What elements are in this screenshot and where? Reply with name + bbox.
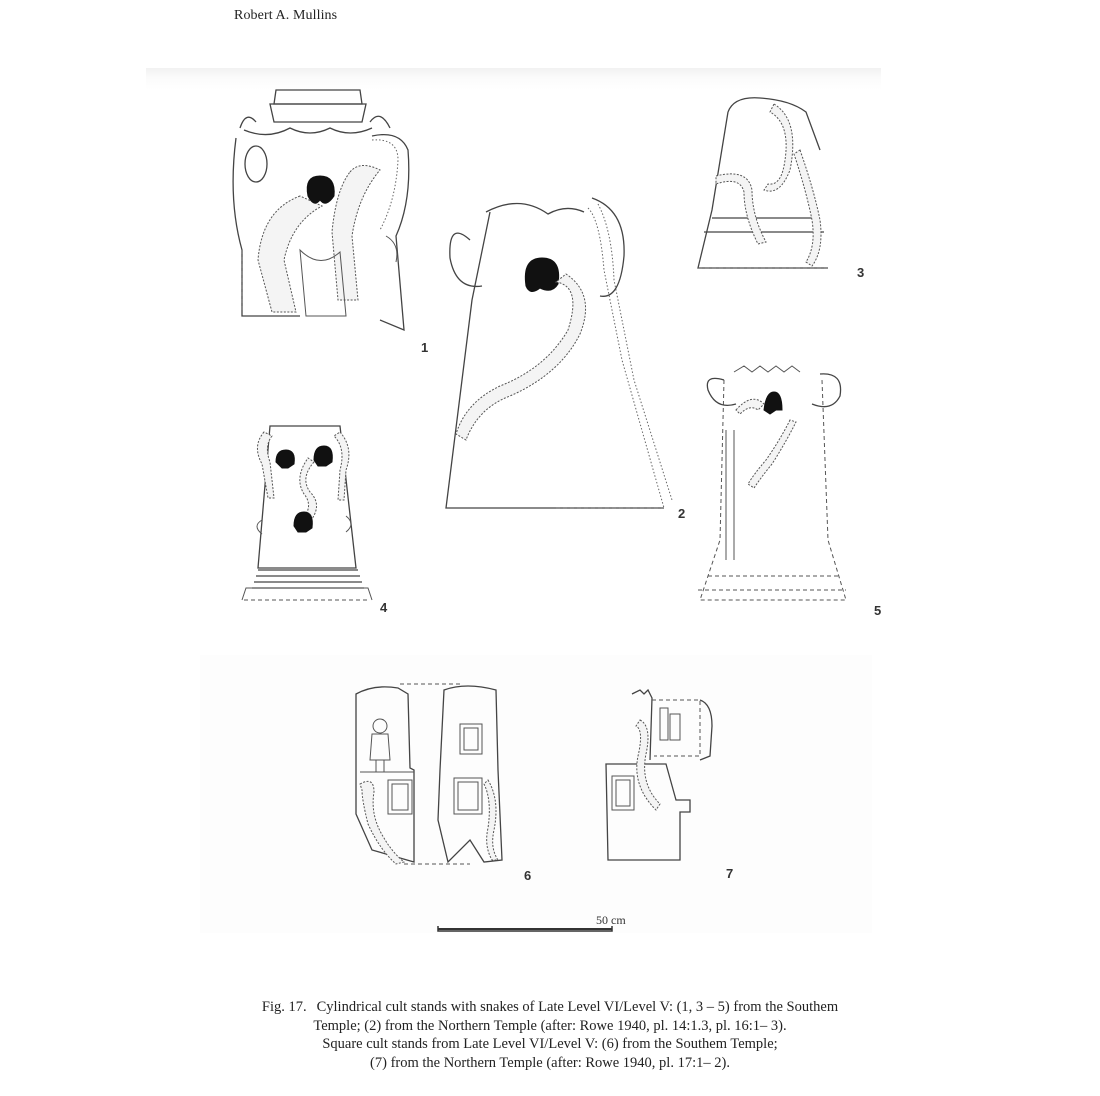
cult-stand-3-drawing: [698, 98, 828, 268]
panel-number-2: 2: [678, 506, 686, 521]
panel-number-3: 3: [857, 265, 865, 280]
caption-line-1-text: Cylindrical cult stands with snakes of Late Level VI/Level V: (1, 3 – 5) from the Southem: [316, 999, 839, 1015]
caption-line-1: [180, 998, 920, 1017]
panel-number-7: 7: [726, 866, 734, 881]
caption-figure-label: Fig. 17.: [261, 999, 307, 1015]
caption-line-2: Temple; (2) from the Northern Temple (after: Rowe 1940, pl. 14:1.3, pl. 16:1– 3).: [313, 1017, 787, 1034]
cult-stand-1-drawing: [233, 90, 409, 330]
caption-line-4: (7) from the Northern Temple (after: Rowe 1940, pl. 17:1– 2).: [370, 1054, 730, 1071]
panel-number-1: 1: [421, 340, 429, 355]
cult-stand-5-drawing: [698, 366, 846, 600]
caption-line-3: Square cult stands from Late Level VI/Level V: (6) from the Southem Temple;: [322, 1036, 778, 1053]
cult-stand-2-drawing: [446, 198, 672, 508]
cult-stand-7-drawing: [606, 690, 712, 860]
cult-stand-4-drawing: [242, 426, 372, 600]
panel-number-5: 5: [874, 603, 882, 618]
scale-bar: [438, 913, 626, 931]
scale-bar-label: 50 cm: [596, 913, 626, 927]
panel-number-4: 4: [380, 600, 388, 615]
panel-number-6: 6: [524, 868, 532, 883]
cult-stand-6-drawing: [356, 684, 502, 864]
running-head: Robert A. Mullins: [234, 8, 338, 23]
figure-caption: [180, 998, 920, 1072]
